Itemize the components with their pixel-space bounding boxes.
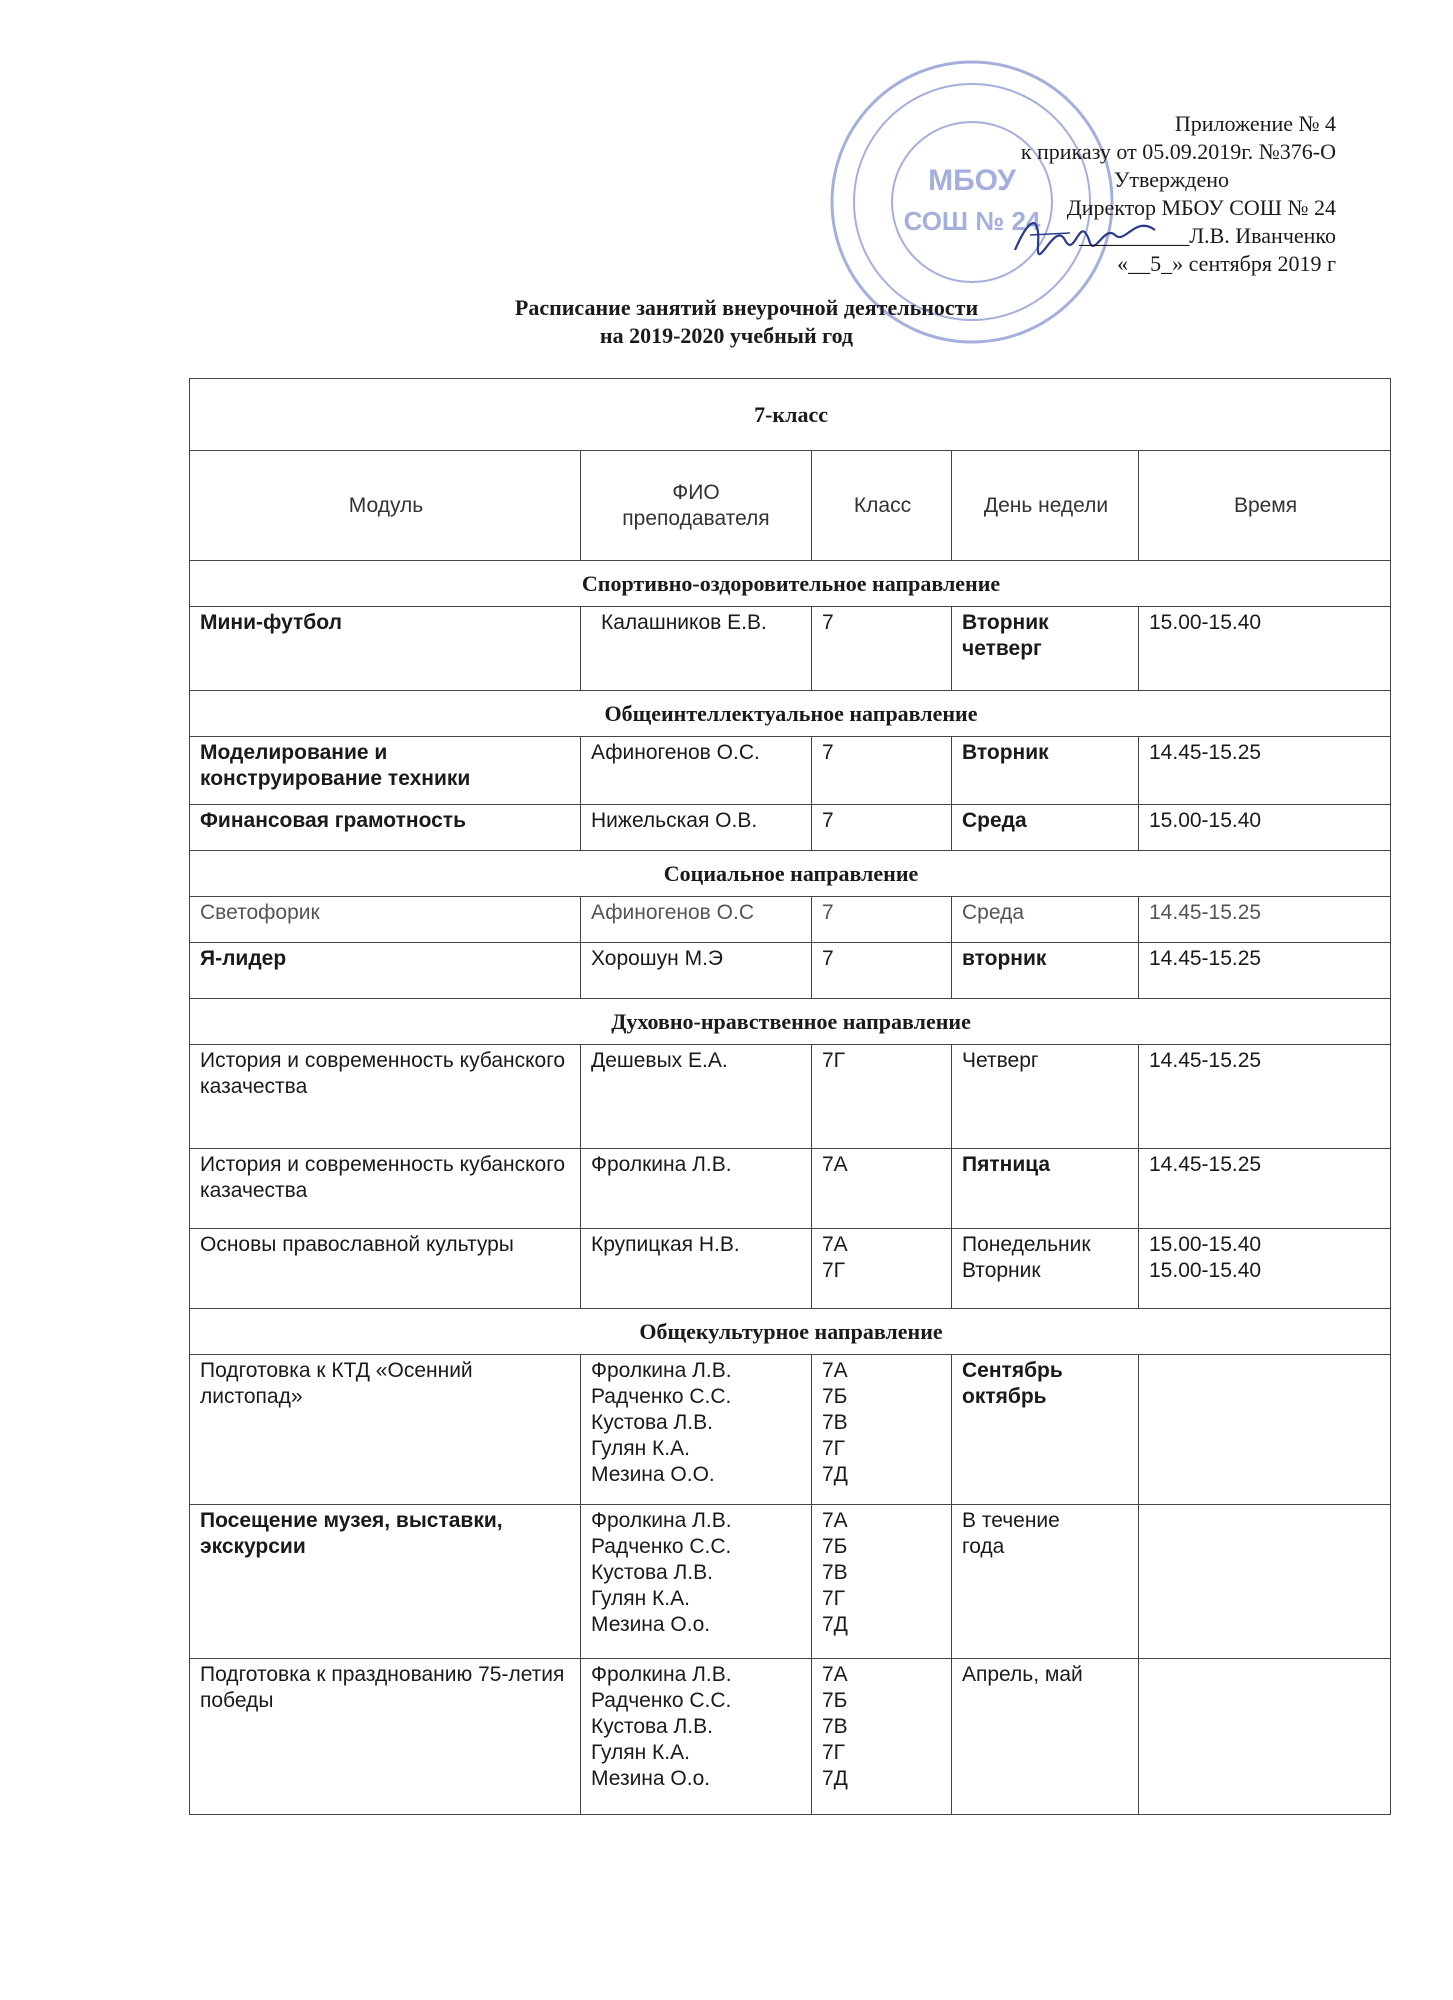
module-cell: Я-лидер [190, 943, 581, 999]
class-name: 7Д [822, 1613, 848, 1636]
teacher-name: Калашников Е.В. [601, 611, 767, 634]
appendix-number: Приложение № 4 [1174, 111, 1336, 136]
time-cell [1139, 1149, 1391, 1229]
teacher-name: Радченко С.С. [591, 1689, 732, 1712]
time-value: 14.45-15.25 [1149, 741, 1262, 764]
time-cell [1139, 1229, 1391, 1309]
teacher-name: Афиногенов О.С [591, 901, 755, 924]
time-cell [1139, 607, 1391, 691]
teacher-cell [581, 607, 812, 691]
section-title: Духовно-нравственное направление [190, 999, 1391, 1045]
time-cell [1139, 1045, 1391, 1149]
section-row [190, 691, 1391, 737]
teacher-cell [581, 737, 812, 805]
time-cell [1139, 897, 1391, 943]
class-name: 7А [822, 1153, 848, 1176]
time-value: 14.45-15.25 [1149, 901, 1262, 924]
time-value: 15.00-15.40 [1149, 1259, 1262, 1282]
day-name: В течение [962, 1509, 1060, 1532]
title-line-2: на 2019-2020 учебный год [599, 323, 854, 348]
approved-label: Утверждено [1113, 167, 1229, 192]
header-module: Модуль [190, 451, 581, 561]
class-name: 7Б [822, 1689, 848, 1712]
day-cell [952, 1045, 1139, 1149]
class-cell [812, 897, 952, 943]
teacher-name: Мезина О.О. [591, 1463, 715, 1486]
day-name: Среда [962, 809, 1027, 832]
day-cell [952, 1355, 1139, 1505]
time-value: 14.45-15.25 [1149, 1153, 1262, 1176]
day-cell [952, 1149, 1139, 1229]
section-row [190, 561, 1391, 607]
day-cell [952, 897, 1139, 943]
section-title: Общекультурное направление [190, 1309, 1391, 1355]
teacher-name: Радченко С.С. [591, 1385, 732, 1408]
class-title: 7-класс [190, 379, 1391, 451]
table-row [190, 1659, 1391, 1815]
approval-date: «__5_» сентября 2019 г [1117, 251, 1336, 276]
teacher-name: Кустова Л.В. [591, 1561, 713, 1584]
table-row [190, 1229, 1391, 1309]
teacher-name: Кустова Л.В. [591, 1715, 713, 1738]
day-name: Пятница [962, 1153, 1051, 1176]
approval-block [816, 110, 1336, 278]
header-day: День недели [952, 451, 1139, 561]
stamp-center-top: МБОУ [928, 164, 1016, 197]
class-name: 7Д [822, 1463, 848, 1486]
table-row [190, 737, 1391, 805]
module-cell: Светофорик [190, 897, 581, 943]
teacher-name: Афиногенов О.С. [591, 741, 760, 764]
day-cell [952, 805, 1139, 851]
teacher-cell [581, 943, 812, 999]
module-cell: История и современность кубанского казачества [190, 1149, 581, 1229]
director-signature-line: __________Л.В. Иванченко [1079, 223, 1336, 248]
teacher-name: Кустова Л.В. [591, 1411, 713, 1434]
teacher-cell [581, 897, 812, 943]
module-cell: Моделирование и конструирование техники [190, 737, 581, 805]
teacher-name: Гулян К.А. [591, 1741, 690, 1764]
module-cell: Подготовка к КТД «Осенний листопад» [190, 1355, 581, 1505]
time-cell [1139, 805, 1391, 851]
class-name: 7Г [822, 1741, 846, 1764]
section-title: Социальное направление [190, 851, 1391, 897]
teacher-name: Гулян К.А. [591, 1587, 690, 1610]
teacher-cell [581, 1659, 812, 1815]
class-name: 7Б [822, 1535, 848, 1558]
day-name: Вторник [962, 1259, 1041, 1282]
module-cell: История и современность кубанского казачества [190, 1045, 581, 1149]
teacher-name: Хорошун М.Э [591, 947, 724, 970]
day-cell [952, 943, 1139, 999]
class-name: 7А [822, 1233, 848, 1256]
section-row [190, 1309, 1391, 1355]
day-cell [952, 1229, 1139, 1309]
class-name: 7 [822, 947, 834, 970]
director-title: Директор МБОУ СОШ № 24 [1066, 195, 1336, 220]
time-value: 15.00-15.40 [1149, 611, 1262, 634]
class-name: 7А [822, 1509, 848, 1532]
section-title: Спортивно-оздоровительное направление [190, 561, 1391, 607]
time-value: 14.45-15.25 [1149, 1049, 1262, 1072]
class-cell [812, 1229, 952, 1309]
table-row [190, 1149, 1391, 1229]
header-teacher: ФИО преподавателя [581, 451, 812, 561]
day-name: четверг [962, 637, 1042, 660]
class-name: 7Г [822, 1049, 846, 1072]
module-cell: Финансовая грамотность [190, 805, 581, 851]
class-title-row [190, 379, 1391, 451]
teacher-name: Мезина О.о. [591, 1613, 711, 1636]
time-value: 15.00-15.40 [1149, 809, 1262, 832]
table-row [190, 805, 1391, 851]
day-cell [952, 1505, 1139, 1659]
day-name: Вторник [962, 611, 1049, 634]
teacher-name: Нижельская О.В. [591, 809, 758, 832]
class-cell [812, 943, 952, 999]
stamp-center-bottom: СОШ № 24 [903, 206, 1041, 236]
table-row [190, 897, 1391, 943]
day-name: года [962, 1535, 1005, 1558]
time-cell [1139, 737, 1391, 805]
teacher-name: Фролкина Л.В. [591, 1663, 732, 1686]
class-name: 7Д [822, 1767, 848, 1790]
class-cell [812, 737, 952, 805]
title-line-1: Расписание занятий внеурочной деятельности [514, 295, 979, 320]
class-cell [812, 1659, 952, 1815]
time-value: 14.45-15.25 [1149, 947, 1262, 970]
header-time: Время [1139, 451, 1391, 561]
class-name: 7В [822, 1561, 848, 1584]
teacher-name: Дешевых Е.А. [591, 1049, 728, 1072]
class-cell [812, 607, 952, 691]
time-cell [1139, 1659, 1391, 1815]
day-cell [952, 1659, 1139, 1815]
teacher-name: Мезина О.о. [591, 1767, 711, 1790]
teacher-cell [581, 805, 812, 851]
teacher-name: Крупицкая Н.В. [591, 1233, 740, 1256]
section-row [190, 851, 1391, 897]
teacher-cell [581, 1149, 812, 1229]
teacher-cell [581, 1045, 812, 1149]
time-value: 15.00-15.40 [1149, 1233, 1262, 1256]
day-name: октябрь [962, 1385, 1047, 1408]
class-cell [812, 1355, 952, 1505]
teacher-cell [581, 1355, 812, 1505]
schedule-table [189, 378, 1391, 1815]
class-cell [812, 1045, 952, 1149]
table-row [190, 607, 1391, 691]
class-name: 7 [822, 901, 834, 924]
day-cell [952, 737, 1139, 805]
teacher-name: Фролкина Л.В. [591, 1359, 732, 1382]
class-name: 7 [822, 611, 834, 634]
day-name: Сентябрь [962, 1359, 1063, 1382]
class-name: 7 [822, 809, 834, 832]
day-name: вторник [962, 947, 1047, 970]
teacher-name: Фролкина Л.В. [591, 1509, 732, 1532]
class-name: 7А [822, 1359, 848, 1382]
teacher-name: Гулян К.А. [591, 1437, 690, 1460]
day-name: Вторник [962, 741, 1049, 764]
table-row [190, 1355, 1391, 1505]
day-name: Апрель, май [962, 1663, 1083, 1686]
section-row [190, 999, 1391, 1045]
section-title: Общеинтеллектуальное направление [190, 691, 1391, 737]
teacher-cell [581, 1229, 812, 1309]
table-row [190, 943, 1391, 999]
table-row [190, 1045, 1391, 1149]
class-name: 7Б [822, 1385, 848, 1408]
day-name: Среда [962, 901, 1024, 924]
teacher-cell [581, 1505, 812, 1659]
class-name: 7Г [822, 1587, 846, 1610]
day-name: Понедельник [962, 1233, 1091, 1256]
time-cell [1139, 1505, 1391, 1659]
order-reference: к приказу от 05.09.2019г. №376-О [1020, 139, 1336, 164]
class-name: 7В [822, 1715, 848, 1738]
module-cell: Подготовка к празднованию 75-летия победы [190, 1659, 581, 1815]
teacher-name: Радченко С.С. [591, 1535, 732, 1558]
time-cell [1139, 1355, 1391, 1505]
class-cell [812, 805, 952, 851]
day-name: Четверг [962, 1049, 1039, 1072]
header-class: Класс [812, 451, 952, 561]
class-name: 7Г [822, 1259, 846, 1282]
module-cell: Посещение музея, выставки, экскурсии [190, 1505, 581, 1659]
time-cell [1139, 943, 1391, 999]
class-name: 7А [822, 1663, 848, 1686]
header-row [190, 451, 1391, 561]
class-name: 7 [822, 741, 834, 764]
teacher-name: Фролкина Л.В. [591, 1153, 732, 1176]
module-cell: Мини-футбол [190, 607, 581, 691]
document-title [0, 294, 1453, 350]
class-cell [812, 1505, 952, 1659]
day-cell [952, 607, 1139, 691]
class-name: 7В [822, 1411, 848, 1434]
class-name: 7Г [822, 1437, 846, 1460]
module-cell: Основы православной культуры [190, 1229, 581, 1309]
table-row [190, 1505, 1391, 1659]
class-cell [812, 1149, 952, 1229]
